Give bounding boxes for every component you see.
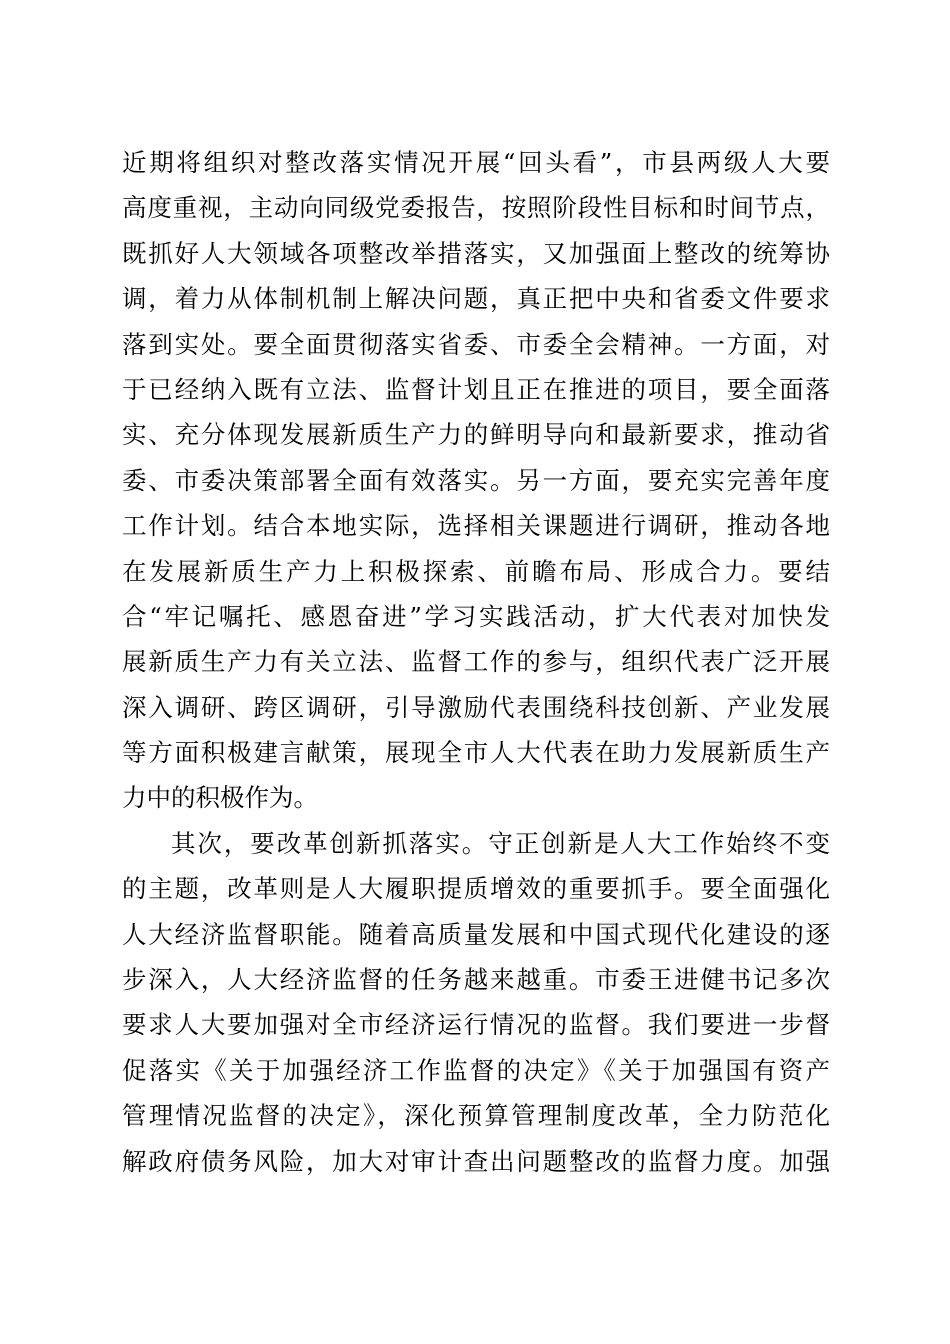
text-line: 工作计划。结合本地实际，选择相关课题进行调研，推动各地 [122, 511, 830, 541]
text-line: 落到实处。要全面贯彻落实省委、市委全会精神。一方面，对 [122, 329, 830, 359]
text-line: 在发展新质生产力上积极探索、前瞻布局、形成合力。要结 [122, 556, 830, 586]
text-line: 既抓好人大领域各项整改举措落实，又加强面上整改的统筹协 [122, 238, 830, 268]
text-line: 力中的积极作为。 [122, 783, 318, 813]
document-body [122, 144, 830, 1188]
text-line: 解政府债务风险，加大对审计查出问题整改的监督力度。加强 [122, 1146, 830, 1176]
text-line: 的主题，改革则是人大履职提质增效的重要抓手。要全面强化 [122, 874, 830, 904]
paragraph-1 [122, 144, 830, 817]
text-line: 管理情况监督的决定》，深化预算管理制度改革，全力防范化 [122, 1101, 830, 1131]
text-line: 深入调研、跨区调研，引导激励代表围绕科技创新、产业发展 [122, 692, 830, 722]
text-line: 其次，要改革创新抓落实。守正创新是人大工作始终不变 [171, 828, 830, 858]
text-line: 调，着力从体制机制上解决问题，真正把中央和省委文件要求 [122, 284, 830, 314]
text-line: 实、充分体现发展新质生产力的鲜明导向和最新要求，推动省 [122, 420, 830, 450]
text-line: 促落实《关于加强经济工作监督的决定》《关于加强国有资产 [122, 1055, 830, 1085]
text-line: 要求人大要加强对全市经济运行情况的监督。我们要进一步督 [122, 1010, 830, 1040]
text-line: 近期将组织对整改落实情况开展“回头看”，市县两级人大要 [122, 148, 830, 177]
text-line: 高度重视，主动向同级党委报告，按照阶段性目标和时间节点， [122, 193, 830, 223]
paragraph-2 [122, 825, 830, 1181]
text-line: 展新质生产力有关立法、监督工作的参与，组织代表广泛开展 [122, 647, 830, 677]
text-line: 委、市委决策部署全面有效落实。另一方面，要充实完善年度 [122, 465, 830, 495]
text-line: 步深入，人大经济监督的任务越来越重。市委王进健书记多次 [122, 965, 830, 995]
text-line: 于已经纳入既有立法、监督计划且正在推进的项目，要全面落 [122, 374, 830, 404]
text-line: 人大经济监督职能。随着高质量发展和中国式现代化建设的逐 [122, 919, 830, 949]
text-line: 合“牢记嘱托、感恩奋进”学习实践活动，扩大代表对加快发 [122, 601, 830, 631]
text-line: 等方面积极建言献策，展现全市人大代表在助力发展新质生产 [122, 738, 830, 768]
